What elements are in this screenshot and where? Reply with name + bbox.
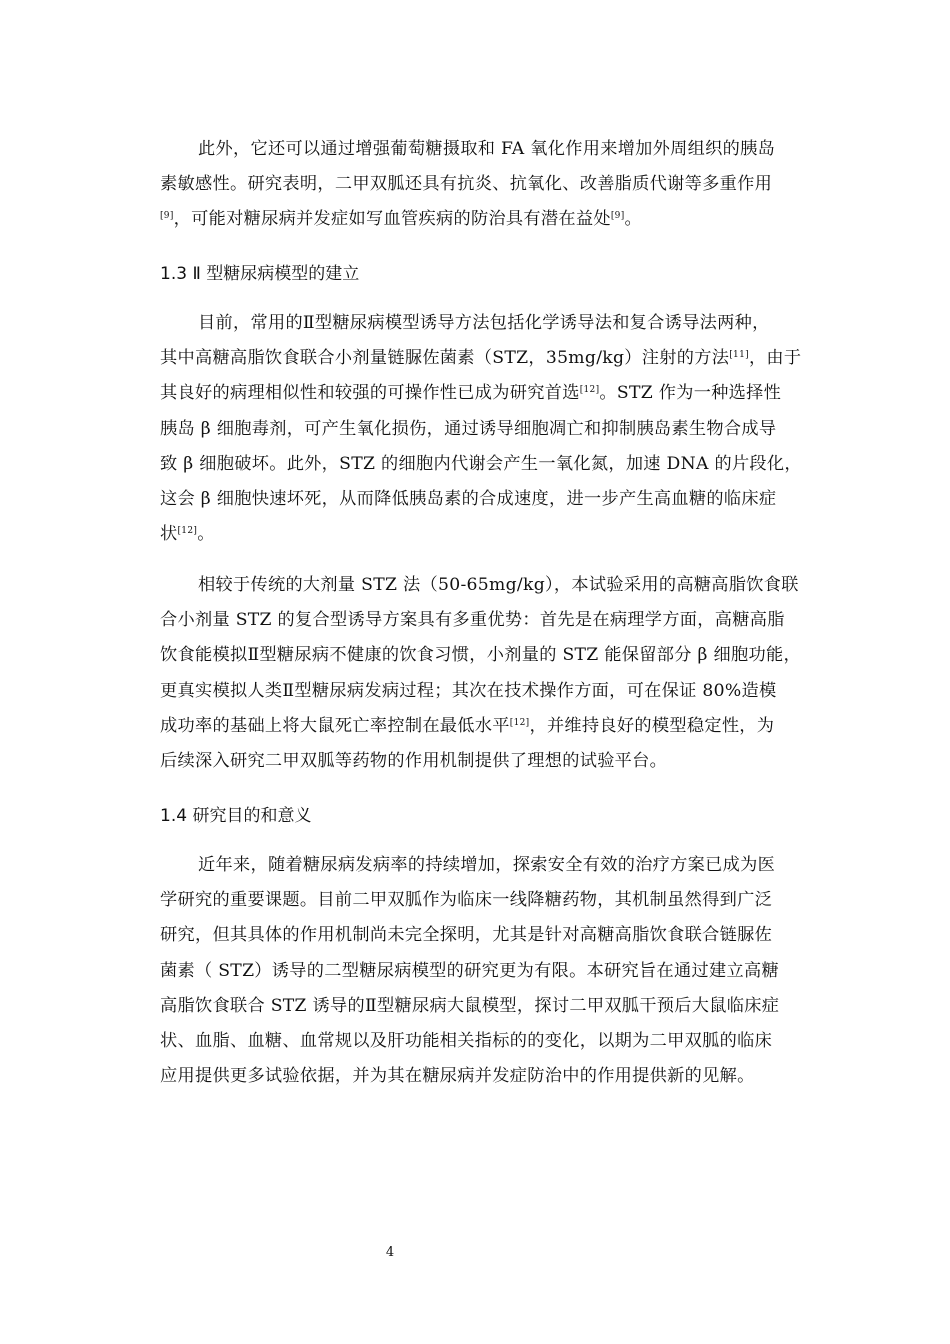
- page-number: 4: [385, 1245, 395, 1260]
- text-line: 致 β 细胞破坏。此外，STZ 的细胞内代谢会产生一氧化氮，加速 DNA 的片段化，: [160, 453, 802, 474]
- text-line: 近年来，随着糖尿病发病率的持续增加，探索安全有效的治疗方案已成为医: [198, 855, 776, 875]
- text-line: 这会 β 细胞快速坏死，从而降低胰岛素的合成速度，进一步产生高血糖的临床症: [160, 488, 777, 509]
- citation: [12]: [579, 385, 600, 396]
- text-segment: ，可能对糖尿病并发症如写血管疾病的防治具有潜在益处: [173, 209, 611, 230]
- text-line: 相较于传统的大剂量 STZ 法（50-65mg/kg），本试验采用的高糖高脂饮食联: [198, 575, 799, 595]
- text-segment: 。STZ 作为一种选择性: [599, 383, 782, 404]
- text-segment: 成功率的基础上将大鼠死亡率控制在最低水平: [160, 715, 510, 736]
- text-line: 此外，它还可以通过增强葡萄糖摄取和 FA 氧化作用来增加外周组织的胰岛: [198, 139, 776, 159]
- text-segment: 。: [624, 209, 643, 230]
- paragraph-metformin-effects: [160, 132, 840, 238]
- text-line: 饮食能模拟Ⅱ型糖尿病不健康的饮食习惯，小剂量的 STZ 能保留部分 β 细胞功能，: [160, 645, 801, 666]
- text-segment: ，由于: [748, 348, 802, 369]
- citation: [12]: [177, 526, 198, 537]
- text-line: 研究，但其具体的作用机制尚未完全探明，尤其是针对高糖高脂饮食联合链脲佐: [160, 925, 773, 946]
- text-line: [160, 376, 840, 411]
- text-line: [160, 341, 840, 376]
- text-segment: ，并维持良好的模型稳定性，为: [529, 715, 775, 736]
- text-line: [160, 709, 840, 744]
- text-line: 合小剂量 STZ 的复合型诱导方案具有多重优势：首先是在病理学方面，高糖高脂: [160, 610, 785, 631]
- text-segment: 其良好的病理相似性和较强的可操作性已成为研究首选: [160, 383, 580, 404]
- text-line: 后续深入研究二甲双胍等药物的作用机制提供了理想的试验平台。: [160, 750, 668, 771]
- text-line: [160, 517, 840, 552]
- text-line: 学研究的重要课题。目前二甲双胍作为临床一线降糖药物，其机制虽然得到广泛: [160, 890, 773, 911]
- text-segment: 状: [160, 524, 178, 545]
- citation: [11]: [729, 350, 749, 361]
- text-line: 应用提供更多试验依据，并为其在糖尿病并发症防治中的作用提供新的见解。: [160, 1066, 755, 1087]
- paragraph-compound-induction: [160, 568, 840, 779]
- text-line: 更真实模拟人类Ⅱ型糖尿病发病过程；其次在技术操作方面，可在保证 80%造模: [160, 680, 777, 701]
- text-line: 目前，常用的Ⅱ型糖尿病模型诱导方法包括化学诱导法和复合诱导法两种，: [198, 313, 770, 333]
- text-line: [160, 202, 840, 237]
- text-line: 胰岛 β 细胞毒剂，可产生氧化损伤，通过诱导细胞凋亡和抑制胰岛素生物合成导: [160, 418, 777, 439]
- text-line: 高脂饮食联合 STZ 诱导的Ⅱ型糖尿病大鼠模型，探讨二甲双胍干预后大鼠临床症: [160, 995, 780, 1016]
- section-heading-1-3: 1.3 Ⅱ 型糖尿病模型的建立: [160, 264, 360, 284]
- text-line: 状、血脂、血糖、血常规以及肝功能相关指标的的变化，以期为二甲双胍的临床: [160, 1030, 773, 1051]
- text-segment: 其中高糖高脂饮食联合小剂量链脲佐菌素（STZ，35mg/kg）注射的方法: [160, 348, 730, 369]
- citation: [9]: [610, 211, 625, 222]
- paragraph-research-purpose: [160, 848, 840, 1094]
- paragraph-model-methods: [160, 306, 840, 552]
- citation: [9]: [160, 211, 174, 222]
- text-line: 菌素（ STZ）诱导的二型糖尿病模型的研究更为有限。本研究旨在通过建立高糖: [160, 960, 779, 981]
- text-line: 素敏感性。研究表明，二甲双胍还具有抗炎、抗氧化、改善脂质代谢等多重作用: [160, 174, 773, 195]
- citation: [12]: [509, 717, 530, 728]
- section-heading-1-4: 1.4 研究目的和意义: [160, 806, 312, 826]
- text-segment: 。: [197, 524, 215, 545]
